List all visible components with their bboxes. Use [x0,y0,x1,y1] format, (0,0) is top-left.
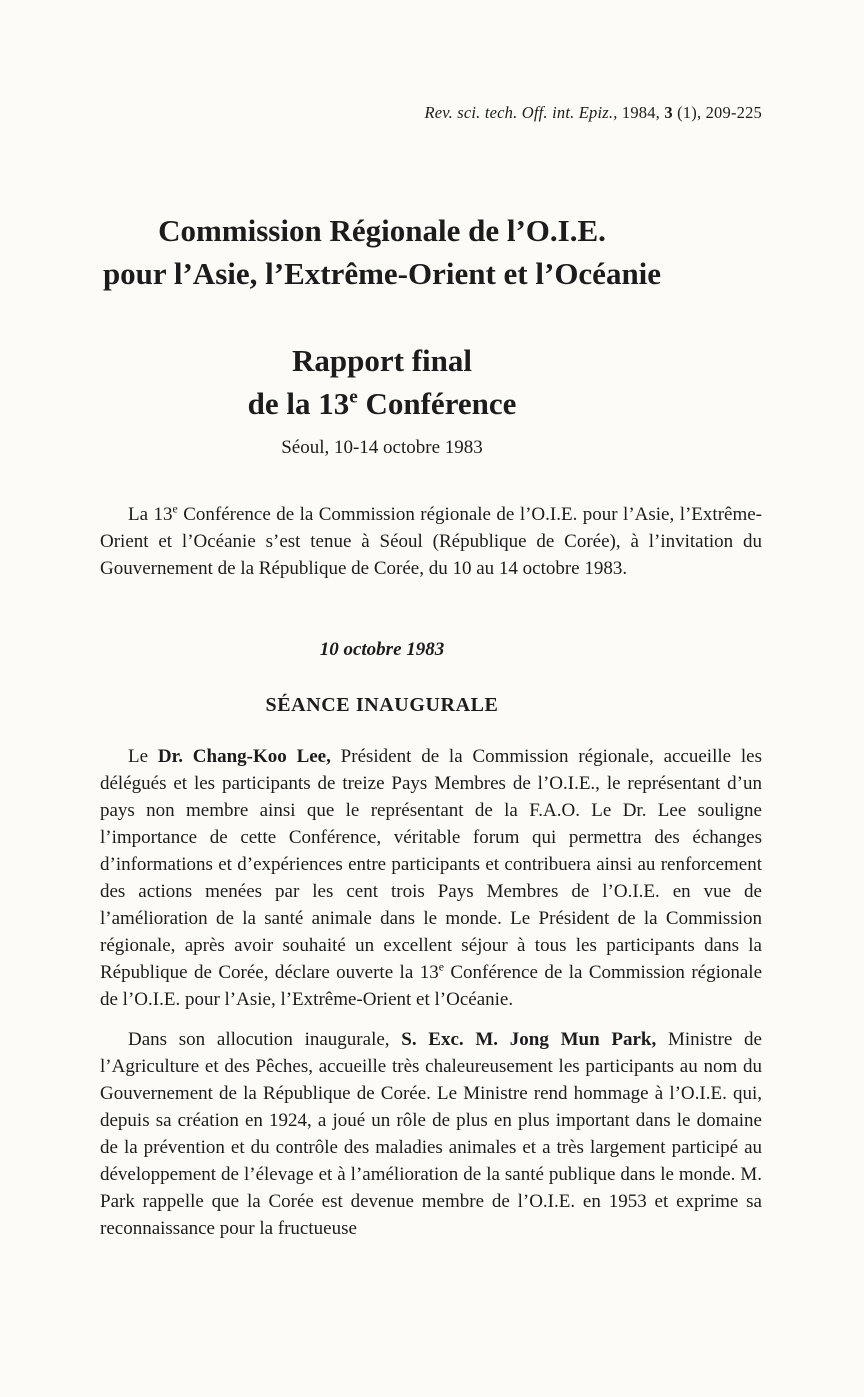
session-date: 10 octobre 1983 [319,639,445,660]
p1-text-middle: Président de la Commission régionale, accueille les délégués et les participants de treize Pays Membres de l’O.I.E., le représentant d’un pays non membre ainsi que le représentant de la F.A.O. Le Dr. Lee souligne l’importance de cette Conférence, véritable forum qui permettra des échanges d’informations et d’expériences entre participants et contribuera ainsi au renforcement des actions menées par les cent trois Pays Membres de l’O.I.E. en vue de l’amélioration de la santé animale dans le monde. Le Président de la Commission régionale, après avoir souhaité un excellent séjour à tous les participants dans la République de Corée, déclare ouverte la 13 [100,746,762,983]
p1-speaker-name: Dr. Chang-Koo Lee, [157,746,331,767]
p1-ordinal-superscript: e [438,960,444,974]
intro-text-start: La 13 [128,504,173,525]
subtitle-ordinal-superscript: e [349,386,358,408]
paragraph-1 [100,743,762,1013]
intro-text-rest: Conférence de la Commission régionale de l’O.I.E. pour l’Asie, l’Extrême-Orient et l’Océanie s’est tenue à Séoul (République de Corée), à l’invitation du Gouvernement de la République de Corée, du 10 au 14 octobre 1983. [100,504,762,579]
article-title-line1: Commission Régionale de l’O.I.E. [158,213,606,248]
subtitle-line2 [0,382,814,425]
journal-volume: 3 [664,103,673,122]
subtitle-line2-text: de la 13 [247,386,350,421]
journal-reference [0,103,762,123]
session-heading: SÉANCE INAUGURALE [265,694,499,716]
p1-text-rest: Conférence de la Commission régionale de l’O.I.E. pour l’Asie, l’Extrême-Orient et l’Océanie. [100,962,763,1010]
p1-text-start: Le [128,746,158,767]
paragraph-2 [100,1026,762,1242]
intro-ordinal-superscript: e [172,502,178,516]
article-title [0,209,814,295]
intro-paragraph [100,501,762,582]
p2-text-rest: Ministre de l’Agriculture et des Pêches, accueille très chaleureusement les participants au nom du Gouvernement de la République de Corée. Le Ministre rend hommage à l’O.I.E. qui, depuis sa création en 1924, a joué un rôle de plus en plus important dans le domaine de la prévention et du contrôle des maladies animales et a très largement participé au développement de l’élevage et à l’amélioration de la santé publique dans le monde. M. Park rappelle que la Corée est devenue membre de l’O.I.E. en 1953 et exprime sa reconnaissance pour la fructueuse [100,1029,762,1239]
journal-issue-pages: (1), 209-225 [672,103,762,122]
p2-speaker-name: S. Exc. M. Jong Mun Park, [401,1029,657,1050]
subtitle-line2-rest: Conférence [357,386,517,421]
journal-year: 1984, [617,103,665,122]
p2-text-start: Dans son allocution inaugurale, [128,1029,402,1050]
article-title-line2: pour l’Asie, l’Extrême-Orient et l’Océanie [102,256,662,291]
venue-date-line: Séoul, 10-14 octobre 1983 [281,437,483,458]
report-subtitle [0,339,814,425]
subtitle-line1: Rapport final [292,343,472,378]
journal-name: Rev. sci. tech. Off. int. Epiz., [424,103,618,122]
